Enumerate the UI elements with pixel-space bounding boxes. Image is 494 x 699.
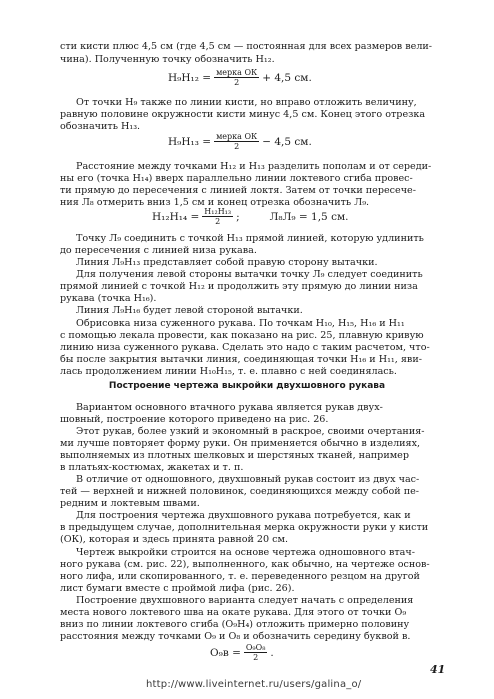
body-line: ны его (точка Н₁₄) вверх параллельно линии локтевого сгиба провес- [60,173,413,184]
body-line: расстояния между точками О₉ и О₈ и обозначить середину буквой в. [60,631,411,642]
body-line: места нового локтевого шва на окате рукава. Для этого от точки О₉ [60,607,407,618]
formula-fraction [214,132,259,151]
fraction-denominator: 2 [234,78,240,87]
body-line: в платьях-костюмах, жакетах и т. п. [60,462,244,473]
body-line: От точки Н₉ также по линии кисти, но вправо отложить величину, [76,97,417,108]
fraction-denominator: 2 [215,217,221,226]
formula-left: О₉в = [210,646,241,659]
formula-fraction [244,643,268,662]
formula-o9v [210,643,274,662]
fraction-denominator: 2 [253,653,259,662]
body-line: Точку Л₉ соединить с точкой Н₁₃ прямой линией, которую удлинить [76,233,424,244]
formula-h12h14 [152,207,348,226]
body-line: с помощью лекала провести, как показано на рис. 25, плавную кривую [60,330,424,341]
body-line: ми лучше повторяет форму руки. Он применяется обычно в изделиях, [60,438,421,449]
body-line: Для построения чертежа двухшовного рукава потребуется, как и [76,510,411,521]
body-line: Вариантом основного втачного рукава является рукав двух- [76,402,383,413]
body-line: Чертеж выкройки строится на основе чертежа одношовного втач- [76,547,415,558]
fraction-numerator: мерка ОК [216,68,258,77]
formula-fraction [202,207,233,226]
body-line: ния Л₈ отмерить вниз 1,5 см и конец отрезка обозначить Л₉. [60,197,370,208]
body-line: прямой линией с точкой Н₁₂ и продолжить эту прямую до линии низа [60,281,418,292]
body-line: рукава (точка Н₁₆). [60,293,157,304]
formula-left: Н₉Н₁₃ = [168,135,212,148]
body-line: Расстояние между точками Н₁₂ и Н₁₃ разделить пополам и от середи- [76,161,432,172]
body-line: равную половине окружности кисти минус 4,5 см. Конец этого отрезка [60,109,426,120]
fraction-numerator: мерка ОК [216,132,258,141]
body-line: вниз по линии локтевого сгиба (О₉Н₄) отложить примерно половину [60,619,410,630]
body-line: (ОК), которая и здесь принята равной 20 см. [60,534,289,545]
body-line: шовный, построение которого приведено на рис. 26. [60,414,329,425]
fraction-numerator: О₉О₈ [245,643,266,652]
formula-separator: ; [236,210,240,223]
body-line: бы после закрытия вытачки линия, соединяющая точки Н₁₆ и Н₁₁, яви- [60,354,422,365]
body-line: в предыдущем случае, дополнительная мерка окружности руки у кисти [60,522,429,533]
body-line: до пересечения с линией низа рукава. [60,245,257,256]
formula-left: Н₉Н₁₂ = [168,71,212,84]
body-line: Для получения левой стороны вытачки точку Л₉ следует соединить [76,269,423,280]
body-line: лась продолжением линии Н₁₀Н₁₅, т. е. плавно с ней соединялась. [60,366,397,377]
body-line: Линия Л₉Н₁₆ будет левой стороной вытачки. [76,305,303,316]
formula-h9h13 [168,132,312,151]
body-line: обозначить Н₁₃. [60,121,141,132]
page-number: 41 [430,663,446,676]
body-line: редним и локтевым швами. [60,498,200,509]
body-line: ного лифа, или скопированного, т. е. переведенного резцом на другой [60,571,420,582]
body-line: чина). Полученную точку обозначить Н₁₂. [60,54,275,65]
body-line: выполняемых из плотных шелковых и шерстяных тканей, например [60,450,410,461]
body-line: сти кисти плюс 4,5 см (где 4,5 см — постоянная для всех размеров вели- [60,41,433,52]
section-heading: Построение чертежа выкройки двухшовного рукава [108,381,386,391]
body-line: ного рукава (см. рис. 22), выполненного, как обычно, на чертеже основ- [60,559,430,570]
body-line: В отличие от одношовного, двухшовный рукав состоит из двух час- [76,474,420,485]
body-line: тей — верхней и нижней половинок, соединяющихся между собой пе- [60,486,420,497]
body-line: Построение двухшовного варианта следует начать с определения [76,595,414,606]
formula-right: Л₈Л₉ = 1,5 см. [269,210,349,223]
formula-right: + 4,5 см. [262,71,312,84]
fraction-denominator: 2 [234,142,240,151]
formula-right: − 4,5 см. [262,135,312,148]
body-line: Этот рукав, более узкий и экономный в раскрое, своими очертания- [76,426,425,437]
body-line: лист бумаги вместе с проймой лифа (рис. 26). [60,583,295,594]
formula-fraction [214,68,259,87]
body-line: ти прямую до пересечения с линией локтя. Затем от точки пересече- [60,185,416,196]
body-line: Обрисовка низа суженного рукава. По точкам Н₁₀, Н₁₅, Н₁₆ и Н₁₁ [76,318,405,329]
body-line: Линия Л₉Н₁₃ представляет собой правую сторону вытачки. [76,257,378,268]
body-line: линию низа суженного рукава. Сделать это надо с таким расчетом, что- [60,342,430,353]
formula-h9h12 [168,68,312,87]
formula-left: Н₁₂Н₁₄ = [152,210,200,223]
formula-right: . [270,646,274,659]
footer-url[interactable]: http://www.liveinternet.ru/users/galina_o/ [146,679,362,690]
fraction-numerator: Н₁₂Н₁₃ [204,207,232,216]
